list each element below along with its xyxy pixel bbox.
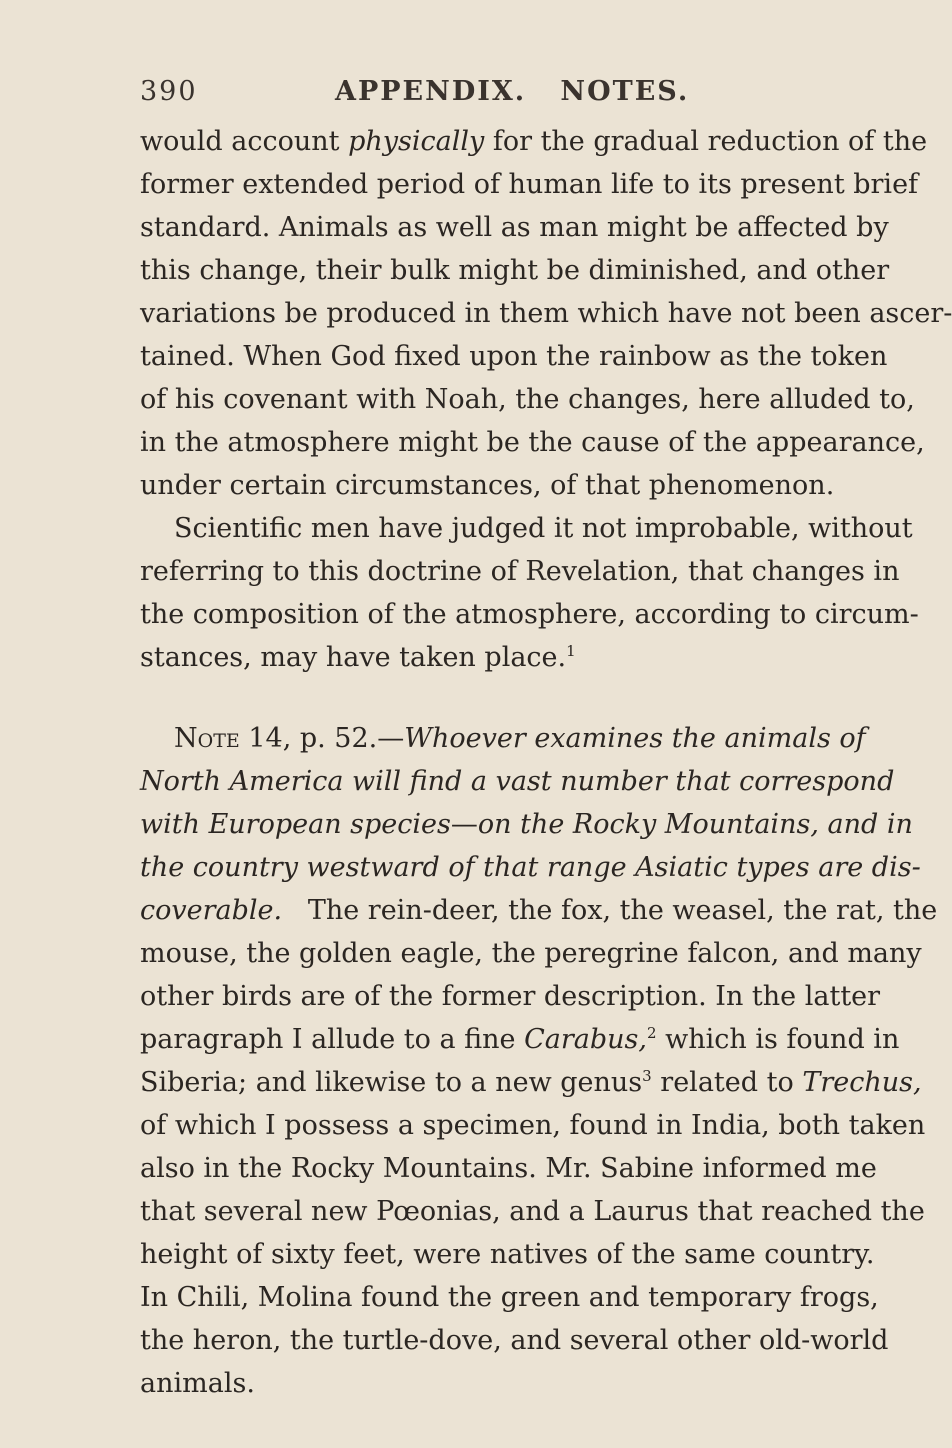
text-line: variations be produced in them which have not been ascer- [140,298,952,329]
text-line: would account physically for the gradual reduction of the [140,126,928,157]
footnote-ref: 2 [646,1024,657,1042]
text-line: paragraph I allude to a fine Carabus,$^2$ which is found in [140,1024,900,1055]
text-line: standard. Animals as well as man might be affected by [140,212,889,243]
text-line: of his covenant with Noah, the changes, here alluded to, [140,384,915,415]
note-label: Note [174,723,240,754]
text-line: other birds are of the former description. In the latter [140,981,881,1012]
text-line: Siberia; and likewise to a new genus$^3$ related to Trechus, [140,1067,922,1098]
text-line: mouse, the golden eagle, the peregrine falcon, and many [140,938,922,969]
page-number: 390 [140,76,198,107]
text-line: the heron, the turtle-dove, and several other old-world [140,1325,889,1356]
text-line: former extended period of human life to its present brief [140,169,919,200]
text-line: under certain circumstances, of that phenomenon. [140,470,835,501]
note-heading-line: Note 14, p. 52.—Whoever examines the animals of [174,723,866,754]
text-line: In Chili, Molina found the green and temporary frogs, [140,1282,879,1313]
text-line: Scientific men have judged it not improbable, without [174,513,913,544]
text-line: this change, their bulk might be diminished, and other [140,255,890,286]
text-line: the country westward of that range Asiatic types are dis- [140,852,921,883]
text-line: referring to this doctrine of Revelation, that changes in [140,556,900,587]
text-line: animals. [140,1368,255,1399]
text-line: coverable. The rein-deer, the fox, the weasel, the rat, the [140,895,938,926]
text-line: of which I possess a specimen, found in India, both taken [140,1110,926,1141]
running-title: APPENDIX. NOTES. [335,76,690,107]
running-header [140,76,780,116]
text-line: the composition of the atmosphere, according to circum- [140,599,919,630]
footnote-ref: 3 [642,1067,652,1085]
text-line: stances, may have taken place.$^1$ [140,642,576,673]
text-line: in the atmosphere might be the cause of the appearance, [140,427,925,458]
text-line: tained. When God fixed upon the rainbow as the token [140,341,888,372]
text-line: North America will find a vast number that correspond [140,766,895,797]
text-line: height of sixty feet, were natives of the same country. [140,1239,875,1270]
text-line: also in the Rocky Mountains. Mr. Sabine informed me [140,1153,877,1184]
text-line: with European species—on the Rocky Mountains, and in [140,809,913,840]
text-line: that several new Pœonias, and a Laurus that reached the [140,1196,925,1227]
footnote-ref: 1 [566,642,576,660]
